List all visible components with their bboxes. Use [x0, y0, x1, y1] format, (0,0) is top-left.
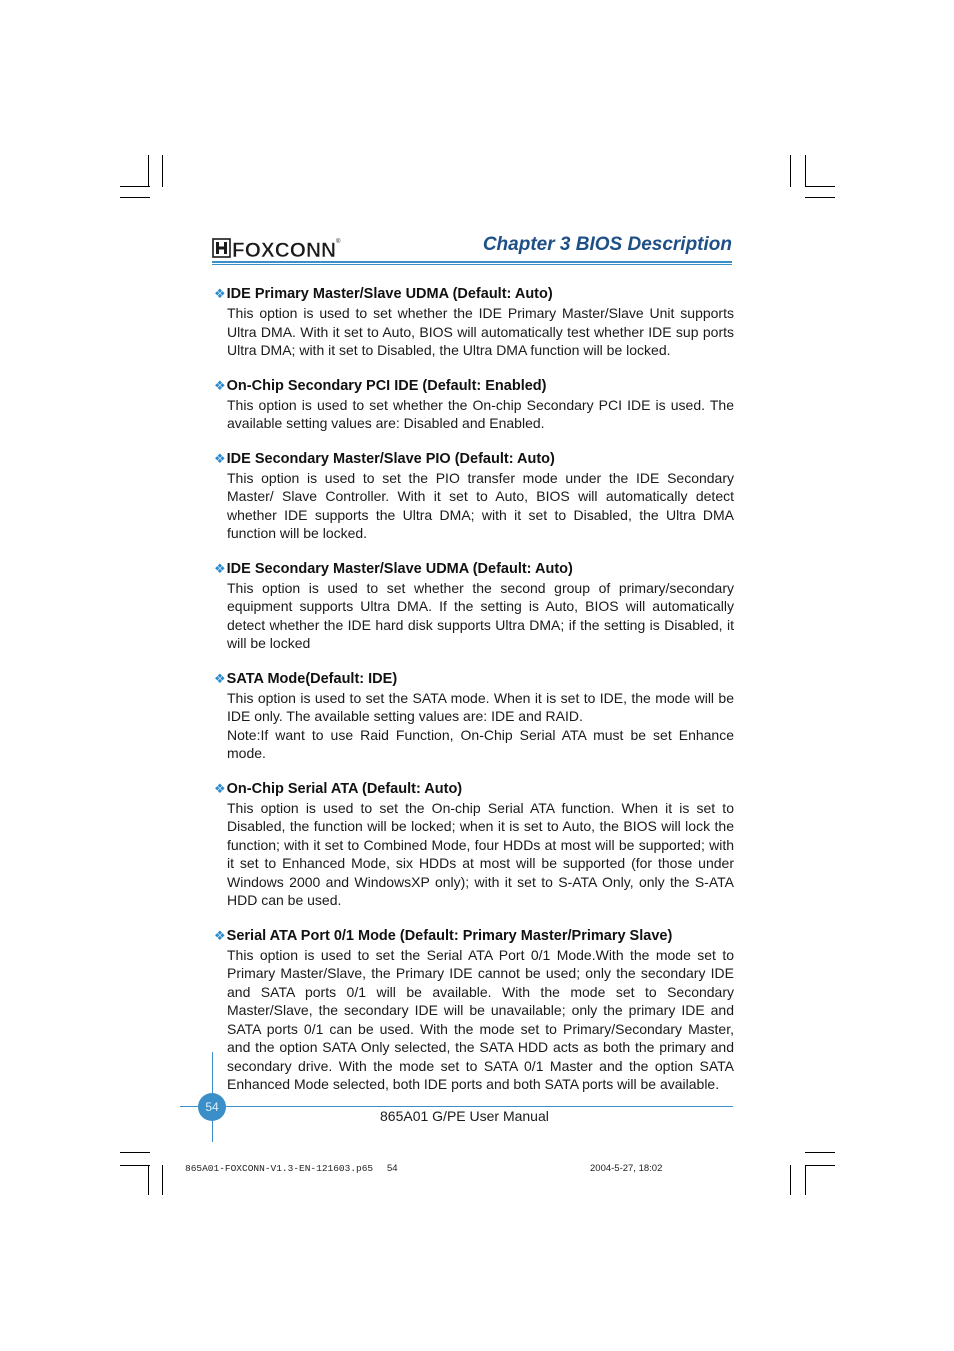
page-header [212, 232, 732, 264]
crop-mark [805, 186, 835, 187]
crop-mark [162, 155, 163, 187]
crop-mark [805, 197, 835, 198]
section-title: IDE Secondary Master/Slave UDMA (Default: Auto) [226, 560, 573, 577]
crop-mark [120, 197, 150, 198]
section-title: IDE Primary Master/Slave UDMA (Default: Auto) [226, 286, 553, 302]
paragraph: This option is used to set whether the second group of primary/secondary equipment supports Ultra DMA. If the setting is Auto, BIOS will automatically detect whether the IDE hard disk supports Ultra DMA; if the setting is Disabled, it will be locked [227, 579, 734, 651]
section-heading [214, 670, 734, 689]
section-title: On-Chip Serial ATA (Default: Auto) [226, 780, 463, 797]
manual-name: 865A01 G/PE User Manual [380, 1108, 549, 1124]
footer-rule [180, 1106, 733, 1107]
svg-text:®: ® [336, 239, 341, 245]
section-heading [214, 560, 734, 579]
section-title: Serial ATA Port 0/1 Mode (Default: Primary Master/Primary Slave) [226, 927, 673, 944]
crop-mark [805, 1165, 835, 1166]
crop-mark [790, 1165, 791, 1195]
section-heading [214, 285, 734, 304]
section-body [227, 304, 734, 360]
diamond-bullet-icon: ❖ [214, 671, 226, 687]
crop-mark [148, 1165, 149, 1195]
section-body [227, 396, 734, 433]
crop-mark [162, 1165, 163, 1195]
section-sata-mode [214, 670, 734, 763]
section-body [227, 469, 734, 543]
section-title: On-Chip Secondary PCI IDE (Default: Enabled) [226, 377, 547, 394]
section-ide-secondary-pio [214, 450, 734, 543]
paragraph: This option is used to set the Serial ATA Port 0/1 Mode.With the mode set to Primary Master/Slave, the Primary IDE cannot be used; only the secondary IDE and SATA ports 0/1 will be available. With the mode set to Secondary Master/Slave, the secondary IDE will be unavailable; only the primary IDE and SATA ports 0/1 can be used. With the mode set to Primary/Secondary Master, and the option SATA Only selected, the SATA HDD acts as both the primary and secondary drive. With the mode set to SATA 0/1 Master and the option SATA Enhanced Mode selected, both IDE ports and both SATA ports will be available. [227, 946, 734, 1092]
section-onchip-serial-ata [214, 780, 734, 910]
section-body [227, 579, 734, 653]
section-heading [214, 927, 734, 946]
section-heading [214, 780, 734, 799]
section-heading [214, 450, 734, 469]
chapter-title: Chapter 3 BIOS Description [482, 234, 732, 255]
diamond-bullet-icon: ❖ [214, 561, 226, 577]
crop-mark [148, 155, 149, 187]
paragraph: This option is used to set the PIO transfer mode under the IDE Secondary Master/ Slave Controller. With it set to Auto, BIOS will automatically detect whether IDE supports the Ultra DMA; with it set to Disabled, the Ultra DMA function will be locked. [227, 469, 734, 541]
diamond-bullet-icon: ❖ [214, 287, 226, 302]
paragraph: This option is used to set whether the On-chip Secondary PCI IDE is used. The available setting values are: Disabled and Enabled. [227, 396, 734, 431]
crop-mark [790, 155, 791, 187]
svg-text:FOXCONN: FOXCONN [232, 239, 336, 260]
section-body [227, 799, 734, 910]
paragraph: This option is used to set the On-chip Serial ATA function. When it is set to Disabled, the function will be locked; when it is set to Auto, the BIOS will lock the function; with it set to Combined Mode, four HDDs at most will be supported; with it set to Enhanced Mode, six HDDs at most will be supported (for those under Windows 2000 and WindowsXP only); with it set to S-ATA Only, only the S-ATA HDD can be used. [227, 799, 734, 908]
section-onchip-secondary-pci-ide [214, 377, 734, 433]
crop-mark [120, 1152, 150, 1153]
section-body [227, 946, 734, 1094]
page-content [214, 285, 734, 1111]
diamond-bullet-icon: ❖ [214, 451, 226, 467]
header-rule [212, 261, 732, 263]
crop-mark [805, 1165, 806, 1195]
paragraph: This option is used to set whether the IDE Primary Master/Slave Unit supports Ultra DMA. With it set to Auto, BIOS will automatically test whether IDE sup ports Ultra DMA; with it set to Disabled, the Ultra DMA function will be locked. [227, 305, 734, 358]
section-serial-ata-port-mode [214, 927, 734, 1094]
section-title: IDE Secondary Master/Slave PIO (Default: Auto) [226, 450, 555, 467]
crop-mark [120, 186, 150, 187]
section-ide-secondary-udma [214, 560, 734, 653]
section-body [227, 689, 734, 763]
diamond-bullet-icon: ❖ [214, 928, 226, 944]
diamond-bullet-icon: ❖ [214, 378, 226, 394]
section-title: SATA Mode(Default: IDE) [226, 670, 398, 687]
paragraph: This option is used to set the SATA mode. When it is set to IDE, the mode will be IDE only. The available setting values are: IDE and RAID. [227, 689, 734, 724]
crop-mark [120, 1165, 150, 1166]
section-ide-primary-udma [214, 285, 734, 360]
print-date: 2004-5-27, 18:02 [590, 1163, 663, 1174]
diamond-bullet-icon: ❖ [214, 781, 226, 797]
header-rule [212, 264, 732, 265]
print-page-number: 54 [387, 1163, 398, 1174]
note-paragraph: Note:If want to use Raid Function, On-Chip Serial ATA must be set Enhance mode. [227, 726, 734, 761]
print-file-name: 865A01-FOXCONN-V1.3-EN-121603.p65 [185, 1163, 374, 1174]
crop-mark [805, 1152, 835, 1153]
page-number-badge: 54 [198, 1093, 226, 1121]
foxconn-logo [212, 236, 342, 260]
crop-mark [805, 155, 806, 187]
section-heading [214, 377, 734, 396]
